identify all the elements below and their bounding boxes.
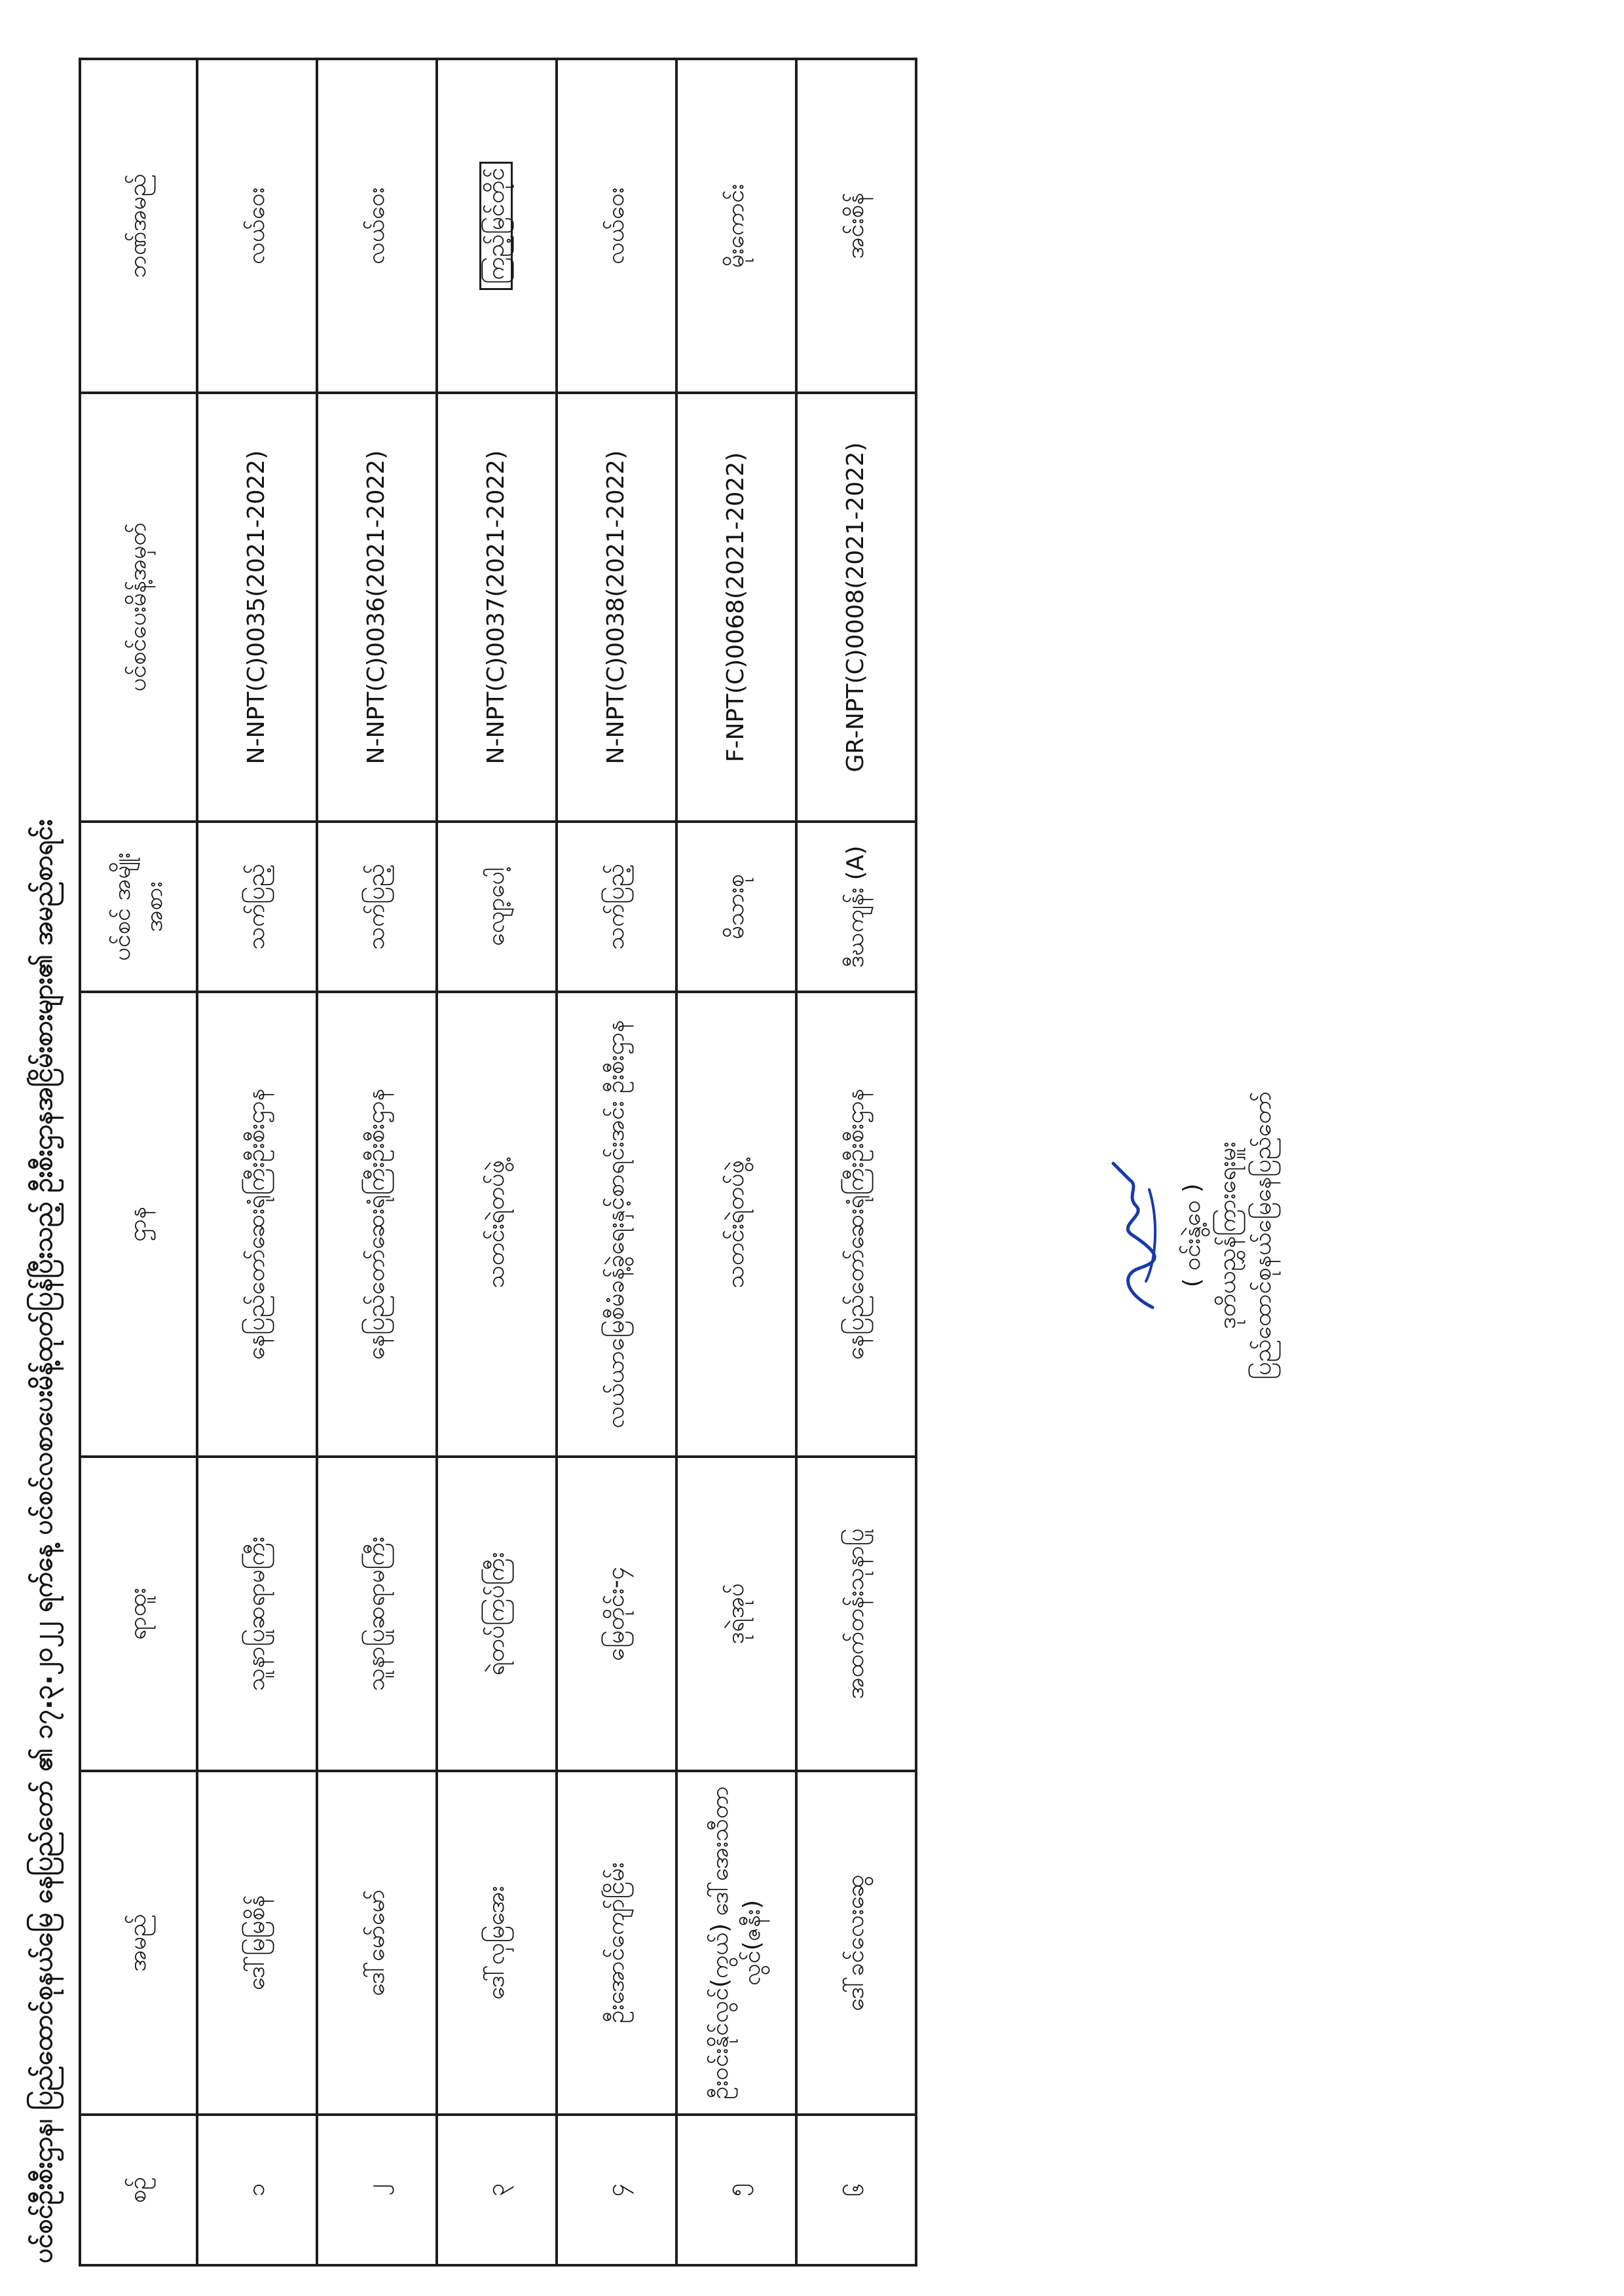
cell-department: နေပြည်တော်ဆေးရုံကြီးဦးစီးဌာန bbox=[317, 992, 437, 1457]
cell-no: ၆ bbox=[796, 2115, 916, 2265]
bank-boxed-label: ကြည့်မြင်တိုင် bbox=[479, 162, 513, 290]
cell-department: သတင်းရဲတပ်ဖွဲ့ bbox=[676, 992, 796, 1457]
cell-bank: လယ်ဝေး bbox=[557, 59, 676, 393]
cell-pension-type: ဒီဃကျန်း (A) bbox=[796, 822, 916, 992]
cell-order-number: F-NPT(C)0068(2021-2022) bbox=[676, 393, 796, 822]
cell-name: ဒေါ်မော်မော် bbox=[317, 1771, 437, 2115]
table-header-row bbox=[80, 59, 197, 2265]
cell-no: ၃ bbox=[437, 2115, 557, 2265]
signature-block bbox=[1100, 1039, 1281, 1432]
table-row bbox=[557, 59, 676, 2265]
cell-department: သတင်းရဲတပ်ဖွဲ့ bbox=[437, 992, 557, 1457]
cell-rank: သူနာပြုဆရာမကြီး bbox=[317, 1457, 437, 1771]
cell-rank: မြေတိုင်း-၄ bbox=[557, 1457, 676, 1771]
table-row bbox=[197, 59, 317, 2265]
handwritten-signature bbox=[1100, 1150, 1172, 1321]
cell-name: ဒေါ်မြမြစိန် bbox=[197, 1771, 317, 2115]
header-pension-type: ပင်စင် အမျိုးအစား bbox=[80, 822, 197, 992]
cell-pension-type: သက်ပြည့် bbox=[557, 822, 676, 992]
cell-rank: သူနာပြုဆရာမကြီး bbox=[197, 1457, 317, 1771]
header-no: စဉ် bbox=[80, 2115, 197, 2265]
header-department: ဌာန bbox=[80, 992, 197, 1457]
cell-order-number: GR-NPT(C)0008(2021-2022) bbox=[796, 393, 916, 822]
header-name: အမည် bbox=[80, 1771, 197, 2115]
cell-order-number: N-NPT(C)0036(2021-2022) bbox=[317, 393, 437, 822]
cell-no: ၄ bbox=[557, 2115, 676, 2265]
table-row bbox=[676, 59, 796, 2265]
table-row bbox=[796, 59, 916, 2265]
signatory-office: ပြည်ထောင်စုနယ်မြေနေပြည်တော် bbox=[1249, 1091, 1276, 1380]
cell-no: ၅ bbox=[676, 2115, 796, 2265]
cell-pension-type: သက်ပြည့် bbox=[317, 822, 437, 992]
cell-pension-type: မိသားစု bbox=[676, 822, 796, 992]
cell-department: လယ်ယာမြေစီမံခန့်ခွဲရေးနှင့်စာရင်းအင်း ဦးစီးဌာန bbox=[557, 992, 676, 1457]
cell-rank: ဒုရဲအုပ် bbox=[676, 1457, 796, 1771]
cell-name: ဒေါ်လှမြအေး bbox=[437, 1771, 557, 2115]
cell-bank: မိုးကောင်း bbox=[676, 59, 796, 393]
cell-rank: အထက်တန်းသုနာပြု bbox=[796, 1457, 916, 1771]
cell-name: ဦးအောင်ကျော်ငြိမ်း bbox=[557, 1771, 676, 2115]
pension-table bbox=[79, 58, 917, 2267]
header-rank: ရာထူး bbox=[80, 1457, 197, 1771]
cell-no: ၁ bbox=[197, 2115, 317, 2265]
cell-order-number: N-NPT(C)0037(2021-2022) bbox=[437, 393, 557, 822]
cell-name: ဒေါ်ခင်လေးဆွေ bbox=[796, 1771, 916, 2115]
cell-order-number: N-NPT(C)0038(2021-2022) bbox=[557, 393, 676, 822]
table-row bbox=[437, 59, 557, 2265]
cell-bank bbox=[437, 59, 557, 393]
header-order-number: ပင်စင်ပေးမိန့်အမှတ် bbox=[80, 393, 197, 822]
header-bank: ဘဏ်အမည် bbox=[80, 59, 197, 393]
signatory-title: ဒုတိယညွှန်ကြားရေးမှူး bbox=[1214, 1141, 1241, 1330]
cell-department: နေပြည်တော်ဆေးရုံကြီးဦးစီးဌာန bbox=[197, 992, 317, 1457]
cell-name: ဦးဝင်းနိုင်လွင်(ကွယ်) ဒေါ်အေးသီတာလွင်(ဇနီး) bbox=[676, 1771, 796, 2115]
cell-order-number: N-NPT(C)0035(2021-2022) bbox=[197, 393, 317, 822]
cell-department: နေပြည်တော်ဆေးရုံကြီးဦးစီးဌာန bbox=[796, 992, 916, 1457]
cell-bank: လယ်ဝေး bbox=[197, 59, 317, 393]
table-row bbox=[317, 59, 437, 2265]
cell-bank: လယ်ဝေး bbox=[317, 59, 437, 393]
cell-rank: ရဲတပ်ကြပ်ကြီး bbox=[437, 1457, 557, 1771]
signatory-name: ( ဝင်းနွဲ့ဝေ ) bbox=[1179, 1183, 1206, 1288]
cell-bank: အင်းစိန် bbox=[796, 59, 916, 393]
page-title: ပင်စင်ဦးစီးဌာန၊ ပြည်ထောင်စုနယ်မြေ နေပြည်တော် ၏ ၁၇.၃.၂၀၂၂ ရက်နေ့ ပင်စင်လစာပေးမိန့်ထုတ်ပြန်ပြီးသည့် ဦးစီးဌာနအငြိမ်းစားများ၏ အမည်စာရင်း bbox=[28, 819, 58, 2263]
cell-no: ၂ bbox=[317, 2115, 437, 2265]
cell-pension-type: သက်ပြည့် bbox=[197, 822, 317, 992]
cell-pension-type: လျော့ပေါ့ bbox=[437, 822, 557, 992]
